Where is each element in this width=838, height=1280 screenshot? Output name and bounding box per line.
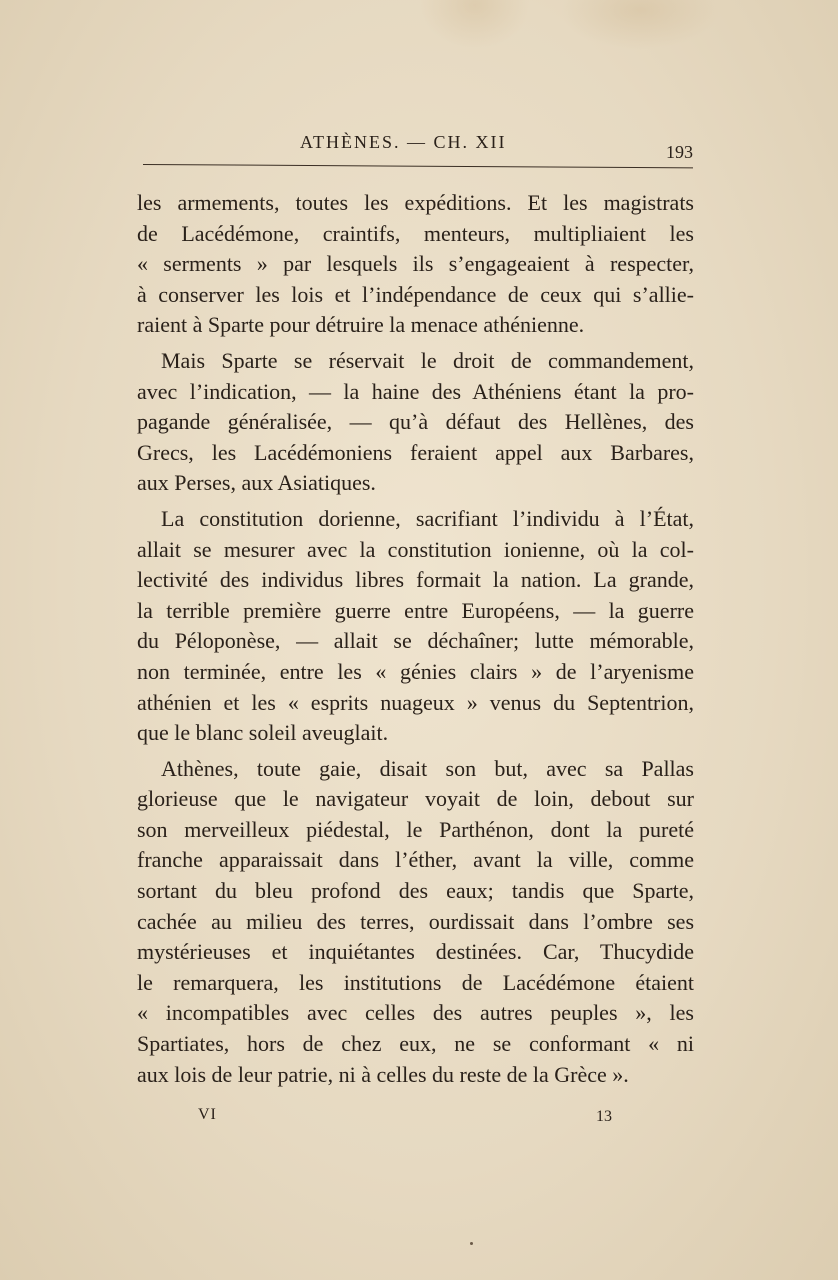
text-line: Grecs, les Lacédémoniens feraient appel aux Barbares, <box>137 439 694 465</box>
text-line: les armements, toutes les expéditions. Et les magistrats <box>137 190 694 215</box>
text-line: raient à Sparte pour détruire la menace athénienne. <box>137 312 585 338</box>
text-line: à conserver les lois et l’indépendance de ceux qui s’allie- <box>137 281 694 307</box>
paper-stain <box>420 0 530 50</box>
body-text <box>137 188 694 1090</box>
page-number: 193 <box>666 142 693 162</box>
text-line: mystérieuses et inquiétantes destinées. Car, Thucydide <box>137 939 694 965</box>
signature-number: 13 <box>596 1108 612 1125</box>
text-line: aux Perses, aux Asiatiques. <box>137 470 376 496</box>
text-line: La constitution dorienne, sacrifiant l’individu à l’État, <box>161 505 694 531</box>
text-line: du Péloponèse, — allait se déchaîner; lutte mémorable, <box>137 628 694 654</box>
text-line: Spartiates, hors de chez eux, ne se conformant « ni <box>137 1031 694 1057</box>
header-rule <box>143 164 693 168</box>
text-line: franche apparaissait dans l’éther, avant la ville, comme <box>137 847 694 873</box>
text-line: lectivité des individus libres formait la nation. La grande, <box>137 567 694 593</box>
signature-mark: VI <box>198 1106 217 1123</box>
text-line: Athènes, toute gaie, disait son but, avec sa Pallas <box>161 755 694 781</box>
text-line: la terrible première guerre entre Européens, — la guerre <box>137 597 694 623</box>
text-line: avec l’indication, — la haine des Athéniens étant la pro- <box>137 378 694 404</box>
text-line: « incompatibles avec celles des autres peuples », les <box>137 1000 694 1026</box>
text-line: pagande généralisée, — qu’à défaut des Hellènes, des <box>137 409 694 435</box>
paragraph <box>137 188 694 341</box>
text-line: le remarquera, les institutions de Lacédémone étaient <box>137 969 694 995</box>
text-line: allait se mesurer avec la constitution ionienne, où la col- <box>137 536 694 562</box>
running-head <box>140 130 695 160</box>
paper-stain <box>560 0 720 50</box>
text-line: aux lois de leur patrie, ni à celles du reste de la Grèce ». <box>137 1061 629 1087</box>
text-line: « serments » par lesquels ils s’engageaient à respecter, <box>137 251 694 277</box>
paragraph <box>137 346 694 499</box>
text-line: athénien et les « esprits nuageux » venus du Septentrion, <box>137 689 694 715</box>
text-line: son merveilleux piédestal, le Parthénon, dont la pureté <box>137 816 694 842</box>
text-line: de Lacédémone, craintifs, menteurs, multipliaient les <box>137 220 694 246</box>
text-line: cachée au milieu des terres, ourdissait dans l’ombre ses <box>137 908 694 934</box>
text-line: que le blanc soleil aveuglait. <box>137 720 389 746</box>
paper-speck <box>470 1242 473 1245</box>
text-line: sortant du bleu profond des eaux; tandis que Sparte, <box>137 878 694 904</box>
text-line: glorieuse que le navigateur voyait de loin, debout sur <box>137 786 694 812</box>
text-line: Mais Sparte se réservait le droit de commandement, <box>161 347 694 373</box>
text-line: non terminée, entre les « génies clairs » de l’aryenisme <box>137 658 694 684</box>
paragraph <box>137 504 694 749</box>
paragraph <box>137 754 694 1091</box>
running-title: ATHÈNES. — CH. XII <box>300 132 507 152</box>
